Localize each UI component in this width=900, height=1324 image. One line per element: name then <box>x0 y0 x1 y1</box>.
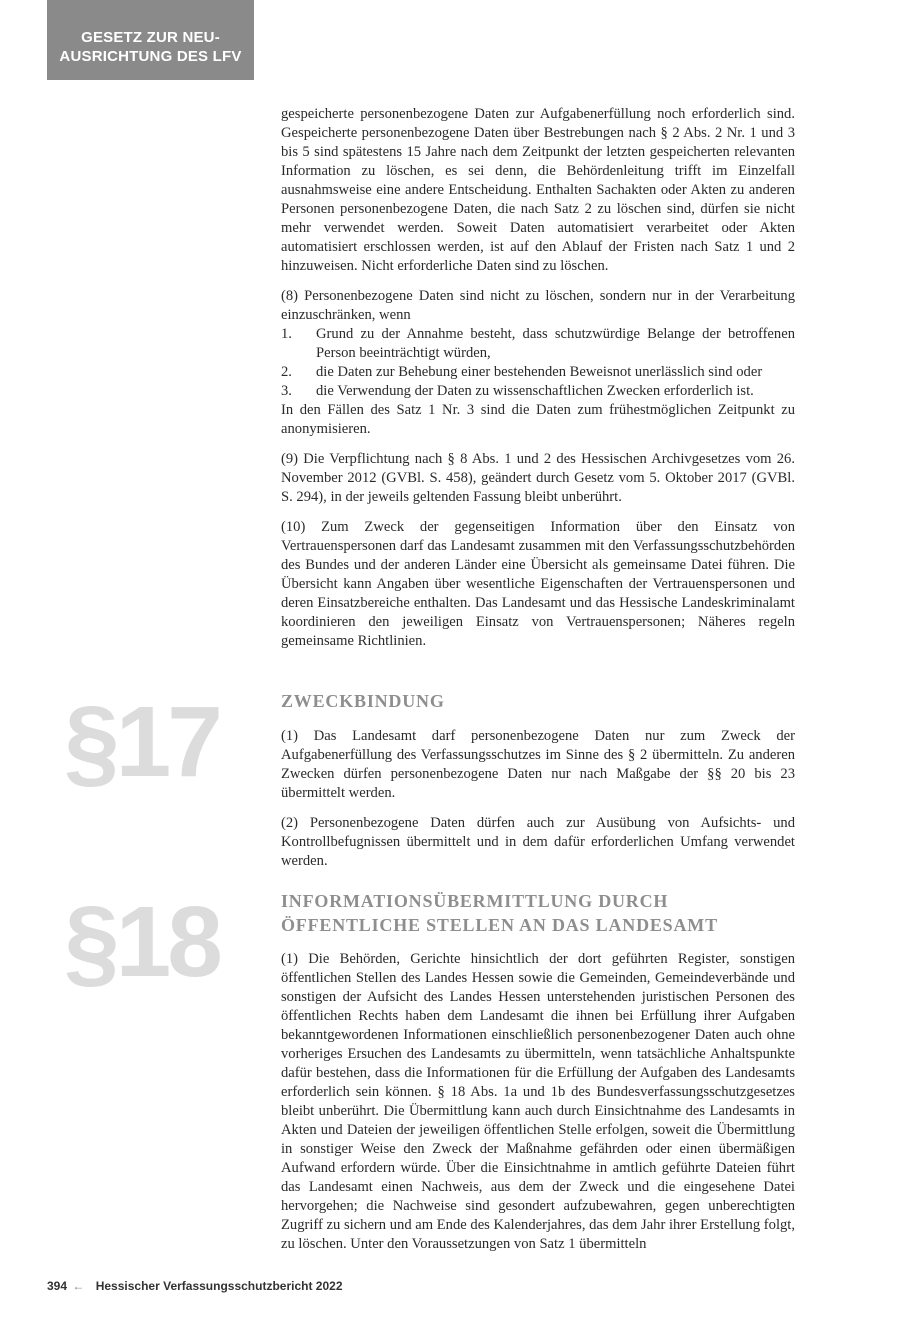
section-17-paragraph-1: (1) Das Landesamt darf personenbezogene Daten nur zum Zweck der Aufgabenerfüllung des Verfassungsschutzes im Sinne des § 2 übermitteln. Zu anderen Zwecken dürfen personenbezogene Daten nur nach Maßgabe der §§ 20 bis 23 übermittelt werden. <box>281 728 795 801</box>
page-footer <box>47 1278 343 1294</box>
section-18-title-line-2: ÖFFENTLICHE STELLEN AN DAS LANDESAMT <box>281 915 718 935</box>
paragraph-8-list <box>281 325 795 401</box>
list-item-number: 3. <box>281 383 292 399</box>
chapter-header-tab <box>47 0 254 80</box>
section-18-title <box>281 889 795 937</box>
arrow-left-icon: ← <box>72 1279 85 1293</box>
section-18-number: §18 <box>64 886 219 998</box>
page-number: 394 <box>47 1279 68 1293</box>
section-17-number: §17 <box>64 686 219 798</box>
chapter-header-line-2: AUSRICHTUNG DES LFV <box>59 48 242 65</box>
paragraph-9: (9) Die Verpflichtung nach § 8 Abs. 1 und 2 des Hessischen Archivgesetzes vom 26. November 2012 (GVBl. S. 458), geändert durch Gesetz vom 5. Oktober 2017 (GVBl. S. 294), in der jeweils geltenden Fassung bleibt unberührt. <box>281 451 795 505</box>
chapter-header-line-1: GESETZ ZUR NEU- <box>81 29 220 46</box>
list-item-number: 2. <box>281 364 292 380</box>
section-17-title: ZWECKBINDUNG <box>281 691 445 711</box>
section16-continued-text <box>281 105 795 662</box>
list-item-text: Grund zu der Annahme besteht, dass schutzwürdige Belange der betroffenen Person beeinträchtigt würden, <box>316 326 795 361</box>
section-18-title-line-1: INFORMATIONSÜBERMITTLUNG DURCH <box>281 891 669 911</box>
paragraph-8-intro: (8) Personenbezogene Daten sind nicht zu löschen, sondern nur in der Verarbeitung einzuschränken, wenn <box>281 288 795 323</box>
list-item <box>281 382 795 401</box>
section-18-paragraph-1: (1) Die Behörden, Gerichte hinsichtlich der dort geführten Register, sonstigen öffentlichen Stellen des Landes Hessen sowie die Gemeinden, Gemeindeverbände und sonstigen der Aufsicht des Landes Hessen unterstehenden juristischen Personen des öffentlichen Rechts haben dem Landesamt die ihnen bei Erfüllung ihrer Aufgaben bekanntgewordenen Informationen einschließlich personenbezogener Daten auch ohne vorheriges Ersuchen des Landesamts zu übermitteln, wenn tatsächliche Anhaltspunkte dafür bestehen, dass die Informationen für die Erfüllung der Aufgaben des Landesamts erforderlich sein können. § 18 Abs. 1a und 1b des Bundesverfassungsschutzgesetzes bleibt unberührt. Die Übermittlung kann auch durch Einsichtnahme des Landesamts in Akten und Dateien der jeweiligen öffentlichen Stelle erfolgen, soweit die Übermittlung in sonstiger Weise den Zweck der Maßnahme gefährden oder einen übermäßigen Aufwand erfordern würde. Über die Einsichtnahme in amtlich geführte Dateien führt das Landesamt einen Nachweis, aus dem der Zweck und die eingesehene Datei hervorgehen; die Nachweise sind gesondert aufzubewahren, gegen unberechtigten Zugriff zu sichern und am Ende des Kalenderjahres, das dem Jahr ihrer Erstellung folgt, zu löschen. Unter den Voraussetzungen von Satz 1 übermitteln <box>281 951 795 1252</box>
section-17-text <box>281 727 795 882</box>
list-item-text: die Verwendung der Daten zu wissenschaftlichen Zwecken erforderlich ist. <box>316 383 754 399</box>
list-item-text: die Daten zur Behebung einer bestehenden Beweisnot unerlässlich sind oder <box>316 364 763 380</box>
list-item <box>281 325 795 363</box>
list-item <box>281 363 795 382</box>
paragraph-8-after: In den Fällen des Satz 1 Nr. 3 sind die Daten zum frühestmöglichen Zeitpunkt zu anonymisieren. <box>281 402 795 437</box>
paragraph-10: (10) Zum Zweck der gegenseitigen Information über den Einsatz von Vertrauenspersonen darf das Landesamt zusammen mit den Verfassungsschutzbehörden des Bundes und der anderen Länder eine Übersicht als gemeinsame Datei führen. Die Übersicht kann Angaben über wesentliche Eigenschaften der Vertrauenspersonen und deren Einsatzbereiche enthalten. Das Landesamt und das Hessische Landeskriminalamt koordinieren den jeweiligen Einsatz von Vertrauenspersonen; Näheres regeln gemeinsame Richtlinien. <box>281 519 795 649</box>
list-item-number: 1. <box>281 326 292 342</box>
publication-title: Hessischer Verfassungsschutzbericht 2022 <box>95 1279 343 1293</box>
paragraph-7-continuation: gespeicherte personenbezogene Daten zur Aufgabenerfüllung noch erforderlich sind. Gespeicherte personenbezogene Daten über Bestrebungen nach § 2 Abs. 2 Nr. 1 und 3 bis 5 sind spätestens 15 Jahre nach dem Zeitpunkt der letzten gespeicherten relevanten Information zu löschen, es sei denn, die Behördenleitung trifft im Einzelfall ausnahmsweise eine andere Entscheidung. Enthalten Sachakten oder Akten zu anderen Personen personenbezogene Daten, die nach Satz 2 zu löschen sind, dürfen sie nicht mehr verwendet werden. Soweit Daten automatisiert verarbeitet oder Akten automatisiert erschlossen werden, ist auf den Ablauf der Fristen nach Satz 1 und 2 hinzuweisen. Nicht erforderliche Daten sind zu löschen. <box>281 106 795 274</box>
section-18-text <box>281 950 795 1265</box>
section-17-paragraph-2: (2) Personenbezogene Daten dürfen auch zur Ausübung von Aufsichts- und Kontrollbefugnissen übermittelt und in dem dafür erforderlichen Umfang verwendet werden. <box>281 815 795 869</box>
